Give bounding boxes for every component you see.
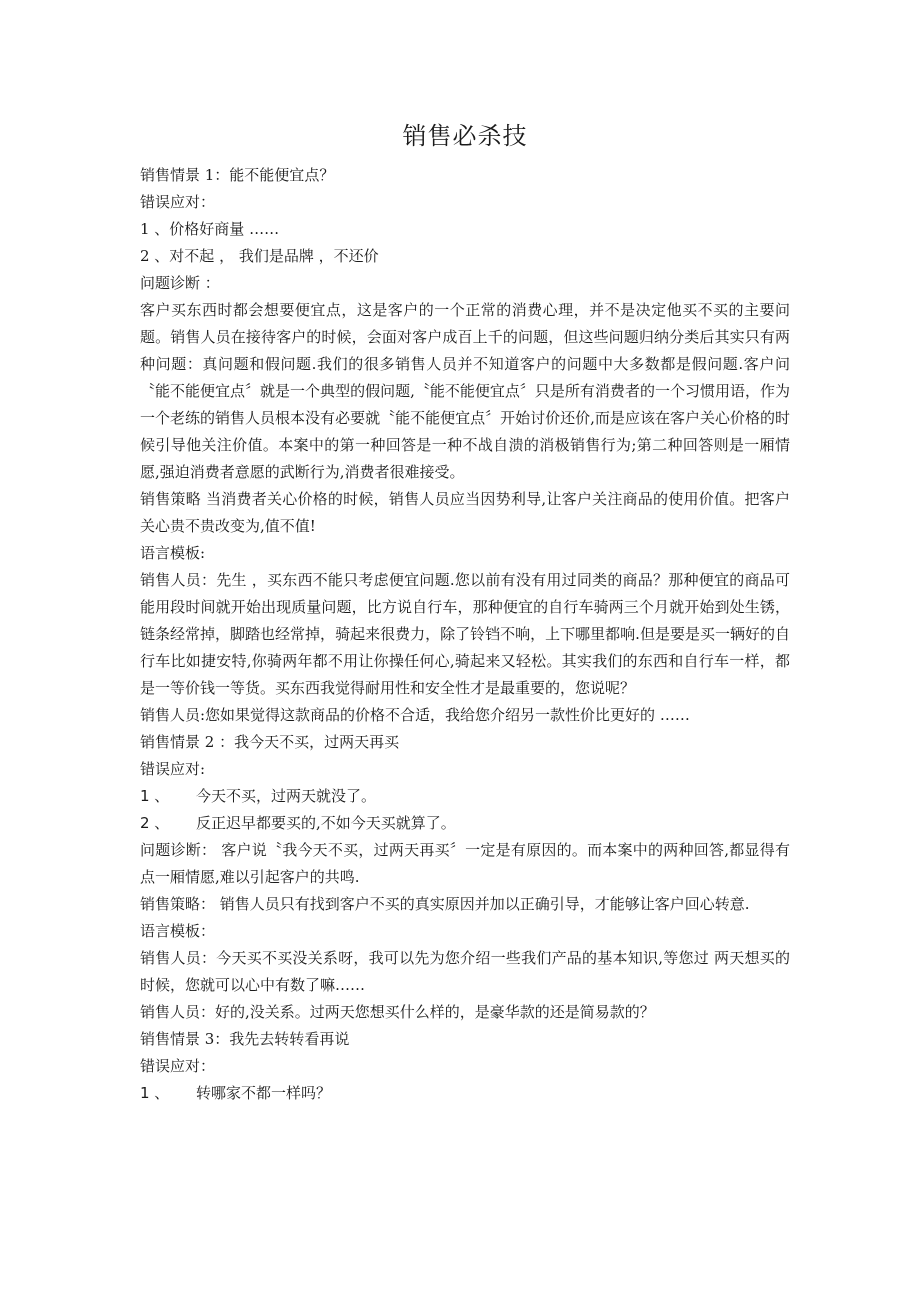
scenario-2-strategy: 销售策略： 销售人员只有找到客户不买的真实原因并加以正确引导，才能够让客户回心转意.	[140, 895, 750, 913]
document-body	[140, 118, 790, 1107]
scenario-1-wrong-2: 2 、对不起 ， 我们是品牌 ，不还价	[140, 247, 379, 265]
scenario-3-wrong-label: 错误应对：	[140, 1057, 216, 1075]
scenario-2-wrong-label: 错误应对:	[140, 760, 206, 778]
list-text: 今天不买，过两天就没了。	[196, 787, 377, 805]
scenario-1-diagnosis-label: 问题诊断 ：	[140, 274, 220, 292]
list-text: 反正迟早都要买的,不如今天买就算了。	[196, 814, 456, 832]
document-title: 销售必杀技	[402, 122, 528, 150]
scenario-2-template-2: 销售人员：好的,没关系。过两天您想买什么样的，是豪华款的还是简易款的？	[140, 1003, 655, 1021]
scenario-2-template-label: 语言模板：	[140, 922, 216, 940]
scenario-1-wrong-label: 错误应对：	[140, 193, 216, 211]
scenario-1-strategy: 销售策略 当消费者关心价格的时候，销售人员应当因势利导,让客户关注商品的使用价值。把客户关心贵不贵改变为,值不值!	[140, 490, 790, 535]
list-number: 2 、	[140, 814, 170, 832]
scenario-3-heading: 销售情景 3：我先去转转看再说	[140, 1030, 350, 1048]
scenario-1-template-1: 销售人员：先生 ，买东西不能只考虑便宜问题.您以前有没有用过同类的商品？那种便宜的商品可能用段时间就开始出现质量问题，比方说自行车，那种便宜的自行车骑两三个月就开始到处生锈，链条经常掉，脚踏也经常掉，骑起来很费力，除了铃铛不响，上下哪里都响.但是要是买一辆好的自行车比如捷安特,你骑两年都不用让你操任何心,骑起来又轻松。其实我们的东西和自行车一样，都是一等价钱一等货。买东西我觉得耐用性和安全性才是最重要的，您说呢？	[140, 571, 790, 697]
scenario-1-template-2: 销售人员:您如果觉得这款商品的价格不合适，我给您介绍另一款性价比更好的 ……	[140, 706, 690, 724]
scenario-1-template-label: 语言模板:	[140, 544, 206, 562]
scenario-2-heading: 销售情景 2 ：我今天不买，过两天再买	[140, 733, 400, 751]
scenario-1-heading: 销售情景 1：能不能便宜点？	[140, 166, 335, 184]
scenario-2-wrong-2	[140, 810, 790, 837]
scenario-2-wrong-1	[140, 783, 790, 810]
list-number: 1 、	[140, 1084, 170, 1102]
scenario-1-diagnosis-text: 客户买东西时都会想要便宜点，这是客户的一个正常的消费心理，并不是决定他买不买的主要问题。销售人员在接待客户的时候，会面对客户成百上千的问题，但这些问题归纳分类后其实只有两种问题：真问题和假问题.我们的很多销售人员并不知道客户的问题中大多数都是假问题.客户问〝能不能便宜点〞就是一个典型的假问题,〝能不能便宜点〞只是所有消费者的一个习惯用语，作为一个老练的销售人员根本没有必要就〝能不能便宜点〞开始讨价还价,而是应该在客户关心价格的时候引导他关注价值。本案中的第一种回答是一种不战自溃的消极销售行为;第二种回答则是一厢情愿,强迫消费者意愿的武断行为,消费者很难接受。	[140, 301, 790, 481]
list-text: 转哪家不都一样吗？	[196, 1084, 332, 1102]
scenario-2-template-1: 销售人员：今天买不买没关系呀，我可以先为您介绍一些我们产品的基本知识,等您过 两天想买的时候，您就可以心中有数了嘛……	[140, 949, 790, 994]
list-number: 1 、	[140, 787, 170, 805]
scenario-2-diagnosis: 问题诊断： 客户说〝我今天不买，过两天再买〞一定是有原因的。而本案中的两种回答,都显得有点一厢情愿,难以引起客户的共鸣.	[140, 841, 790, 886]
scenario-1-wrong-1: 1 、价格好商量 ……	[140, 220, 280, 238]
scenario-3-wrong-1	[140, 1080, 790, 1107]
